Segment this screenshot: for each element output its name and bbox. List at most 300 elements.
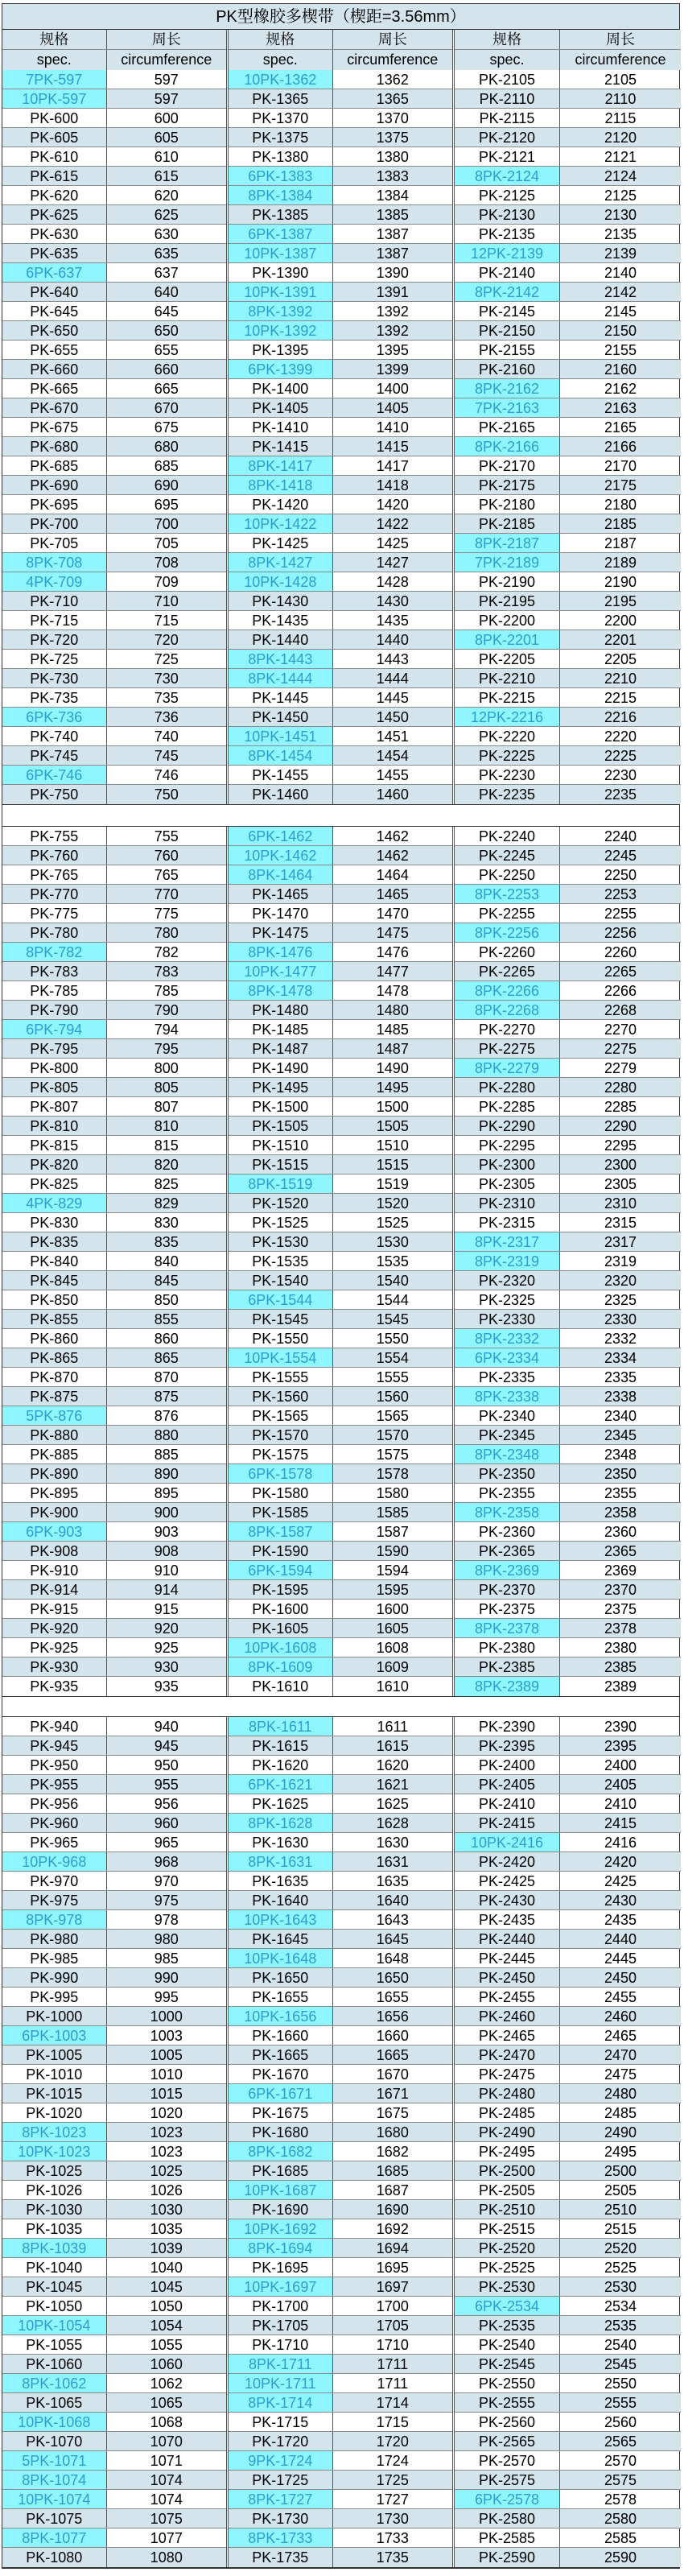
spec-cell: PK-2350	[455, 1464, 560, 1483]
spec-cell: PK-2365	[455, 1542, 560, 1560]
circumference-cell: 2115	[604, 110, 637, 126]
circumference-cell: 2270	[604, 1022, 637, 1038]
table-row	[2, 1891, 226, 1910]
table-row	[2, 1717, 226, 1736]
circumference-cell: 1710	[376, 2337, 409, 2353]
circumference-cell: 1077	[150, 2530, 183, 2546]
table-row	[229, 2548, 452, 2567]
table-row	[229, 650, 452, 669]
table-row	[455, 1232, 681, 1252]
circumference-cell: 1074	[150, 2472, 183, 2488]
table-row	[229, 476, 452, 495]
spec-cell: PK-2215	[455, 688, 560, 707]
circumference-cell: 915	[154, 1601, 179, 1617]
circumference-cell: 2320	[604, 1273, 637, 1289]
circumference-cell: 2340	[604, 1408, 637, 1424]
spec-cell: PK-1026	[2, 2181, 107, 2199]
circumference-cell: 2135	[604, 226, 637, 242]
table-row	[2, 456, 226, 476]
spec-cell: PK-2190	[455, 572, 560, 591]
spec-cell: PK-900	[2, 1503, 107, 1521]
spec-cell: PK-1375	[229, 128, 333, 147]
table-row	[229, 2509, 452, 2529]
spec-cell: PK-1600	[229, 1600, 333, 1618]
table-row	[455, 534, 681, 553]
circumference-cell: 1565	[376, 1408, 409, 1424]
spec-cell: PK-2320	[455, 1271, 560, 1290]
spec-cell: 8PK-2358	[455, 1503, 560, 1521]
spec-cell: PK-685	[2, 456, 107, 475]
spec-cell: 6PK-1387	[229, 225, 333, 243]
spec-cell: PK-1590	[229, 1542, 333, 1560]
circumference-cell: 940	[154, 1719, 179, 1735]
table-row	[455, 865, 681, 885]
spec-cell: PK-975	[2, 1891, 107, 1909]
circumference-cell: 745	[154, 748, 179, 764]
circumference-cell: 800	[154, 1060, 179, 1076]
circumference-cell: 610	[154, 149, 179, 165]
spec-cell: PK-1485	[229, 1020, 333, 1038]
spec-cell: PK-1545	[229, 1310, 333, 1328]
table-row	[2, 2258, 226, 2277]
spec-cell: PK-1695	[229, 2258, 333, 2277]
circumference-cell: 690	[154, 477, 179, 493]
table-row	[455, 1097, 681, 1117]
table-row	[2, 2355, 226, 2374]
spec-cell: PK-895	[2, 1484, 107, 1502]
table-row	[229, 1348, 452, 1368]
spec-cell: PK-1675	[229, 2103, 333, 2122]
spec-cell: PK-2545	[455, 2355, 560, 2373]
table-row	[455, 2026, 681, 2046]
circumference-cell: 1392	[376, 303, 409, 320]
table-row	[229, 1833, 452, 1852]
circumference-cell: 750	[154, 786, 179, 803]
table-column-group	[229, 30, 455, 804]
table-row	[229, 1756, 452, 1775]
spec-cell: PK-1690	[229, 2200, 333, 2219]
table-row	[2, 1814, 226, 1833]
circumference-cell: 2121	[604, 149, 637, 165]
table-row	[2, 1677, 226, 1696]
table-row	[455, 1445, 681, 1464]
spec-cell: PK-2435	[455, 1910, 560, 1929]
table-row	[455, 1329, 681, 1348]
spec-cell: PK-2115	[455, 109, 560, 127]
spec-cell: PK-2560	[455, 2413, 560, 2431]
table-row	[455, 1020, 681, 1039]
table-row	[2, 1464, 226, 1484]
spec-cell: PK-675	[2, 418, 107, 436]
table-row	[229, 1988, 452, 2007]
table-row	[455, 205, 681, 225]
table-row	[455, 553, 681, 572]
table-row	[229, 2432, 452, 2451]
spec-cell: PK-2340	[455, 1406, 560, 1425]
table-row	[229, 437, 452, 456]
header-spec: spec.	[229, 50, 333, 70]
circumference-cell: 1715	[376, 2414, 409, 2430]
circumference-cell: 2160	[604, 361, 637, 378]
spec-cell: 8PK-782	[2, 943, 107, 961]
spec-cell: PK-1425	[229, 534, 333, 552]
circumference-cell: 1005	[150, 2047, 183, 2063]
circumference-cell: 1068	[150, 2414, 183, 2430]
circumference-cell: 1410	[376, 419, 409, 436]
circumference-cell: 2266	[604, 983, 637, 999]
table-row	[455, 904, 681, 923]
circumference-cell: 2120	[604, 130, 637, 146]
circumference-cell: 1560	[376, 1389, 409, 1405]
circumference-cell: 830	[154, 1215, 179, 1231]
table-row	[229, 1039, 452, 1059]
spec-cell: PK-2485	[455, 2103, 560, 2122]
table-row	[2, 1097, 226, 1117]
spec-cell: PK-1640	[229, 1891, 333, 1909]
spec-cell: PK-1487	[229, 1039, 333, 1058]
table-row	[229, 1717, 452, 1736]
circumference-cell: 1590	[376, 1543, 409, 1559]
header-circumference: circumference	[121, 52, 212, 68]
table-row	[455, 1930, 681, 1949]
spec-cell: PK-2500	[455, 2161, 560, 2180]
spec-cell: PK-2240	[455, 827, 560, 845]
spec-cell: PK-955	[2, 1775, 107, 1794]
table-row	[2, 2200, 226, 2219]
table-row	[2, 943, 226, 962]
spec-cell: PK-840	[2, 1252, 107, 1270]
spec-cell: 7PK-597	[2, 70, 107, 89]
table-row	[2, 1059, 226, 1078]
circumference-cell: 825	[154, 1176, 179, 1192]
table-row	[229, 1949, 452, 1968]
spec-cell: PK-2210	[455, 669, 560, 687]
table-column-group	[455, 30, 681, 804]
spec-cell: 8PK-1077	[2, 2529, 107, 2547]
spec-cell: PK-2390	[455, 1717, 560, 1736]
spec-cell: PK-740	[2, 727, 107, 745]
spec-cell: 6PK-1003	[2, 2026, 107, 2045]
spec-cell: PK-2385	[455, 1657, 560, 1676]
spec-cell: PK-1365	[229, 89, 333, 108]
spec-cell: PK-1035	[2, 2219, 107, 2238]
spec-cell: PK-950	[2, 1756, 107, 1774]
spec-cell: PK-1005	[2, 2046, 107, 2064]
table-row	[2, 572, 226, 592]
circumference-cell: 2125	[604, 188, 637, 204]
table-row	[229, 1968, 452, 1988]
spec-cell: PK-1720	[229, 2432, 333, 2450]
circumference-cell: 2201	[604, 632, 637, 648]
circumference-cell: 1621	[376, 1777, 409, 1793]
spec-cell: 8PK-2332	[455, 1329, 560, 1348]
circumference-cell: 1660	[376, 2028, 409, 2044]
table-row	[229, 225, 452, 244]
table-row	[2, 321, 226, 341]
circumference-cell: 2265	[604, 964, 637, 980]
circumference-cell: 1620	[376, 1757, 409, 1773]
table-row	[455, 2123, 681, 2142]
circumference-cell: 1390	[376, 265, 409, 281]
table-block	[2, 1716, 679, 2568]
circumference-cell: 730	[154, 671, 179, 687]
circumference-cell: 2300	[604, 1157, 637, 1173]
circumference-cell: 2520	[604, 2240, 637, 2256]
circumference-cell: 908	[154, 1543, 179, 1559]
circumference-cell: 1631	[376, 1854, 409, 1870]
spec-cell: PK-2325	[455, 1290, 560, 1309]
table-row	[229, 2007, 452, 2026]
table-row	[455, 456, 681, 476]
table-row	[455, 708, 681, 727]
table-row	[2, 846, 226, 865]
table-row	[455, 1194, 681, 1213]
circumference-cell: 2215	[604, 690, 637, 706]
circumference-cell: 1555	[376, 1369, 409, 1385]
spec-cell: PK-920	[2, 1619, 107, 1637]
circumference-cell: 625	[154, 207, 179, 223]
circumference-cell: 914	[154, 1582, 179, 1598]
circumference-cell: 1495	[376, 1080, 409, 1096]
circumference-cell: 2490	[604, 2124, 637, 2140]
circumference-cell: 1645	[376, 1931, 409, 1947]
table-row	[2, 147, 226, 167]
spec-cell: 10PK-1648	[229, 1949, 333, 1967]
table-row	[229, 205, 452, 225]
spec-cell: PK-1505	[229, 1117, 333, 1135]
spec-cell: 10PK-1477	[229, 962, 333, 980]
circumference-cell: 1685	[376, 2163, 409, 2179]
circumference-cell: 880	[154, 1427, 179, 1443]
circumference-cell: 2142	[604, 284, 637, 300]
spec-cell: PK-1655	[229, 1988, 333, 2006]
spec-cell: PK-1685	[229, 2161, 333, 2180]
circumference-cell: 2175	[604, 477, 637, 493]
table-row	[229, 263, 452, 283]
spec-cell: 6PK-1578	[229, 1464, 333, 1483]
table-row	[229, 1891, 452, 1910]
table-row	[2, 1445, 226, 1464]
spec-cell: 10PK-1462	[229, 846, 333, 865]
table-row	[229, 1814, 452, 1833]
circumference-cell: 1418	[376, 477, 409, 493]
spec-cell: 8PK-1454	[229, 746, 333, 765]
table-row	[455, 437, 681, 456]
table-row	[455, 476, 681, 495]
table-row	[2, 2277, 226, 2297]
circumference-cell: 1609	[376, 1659, 409, 1675]
table-row	[229, 1310, 452, 1329]
spec-cell: PK-2475	[455, 2065, 560, 2083]
circumference-cell: 660	[154, 361, 179, 378]
circumference-cell: 1476	[376, 944, 409, 960]
table-row	[455, 2413, 681, 2432]
circumference-cell: 1610	[376, 1678, 409, 1695]
spec-cell: PK-620	[2, 186, 107, 204]
circumference-cell: 1080	[150, 2549, 183, 2566]
table-row	[229, 1600, 452, 1619]
spec-cell: PK-965	[2, 1833, 107, 1852]
table-row	[229, 1271, 452, 1290]
spec-cell: PK-2160	[455, 360, 560, 378]
spec-cell: 6PK-2334	[455, 1348, 560, 1367]
circumference-cell: 1380	[376, 149, 409, 165]
table-row	[2, 2007, 226, 2026]
spec-cell: 8PK-1628	[229, 1814, 333, 1832]
table-row	[229, 2200, 452, 2219]
table-row	[455, 2258, 681, 2277]
table-row	[229, 1736, 452, 1756]
spec-cell: 8PK-1418	[229, 476, 333, 494]
spec-cell: PK-785	[2, 981, 107, 1000]
spec-cell: 8PK-1023	[2, 2123, 107, 2141]
circumference-cell: 2455	[604, 1989, 637, 2005]
table-row	[2, 611, 226, 630]
table-row	[229, 865, 452, 885]
circumference-cell: 1510	[376, 1137, 409, 1154]
spec-cell: PK-1380	[229, 147, 333, 166]
header-spec: 规格	[229, 30, 333, 49]
table-row	[455, 2393, 681, 2413]
table-row	[2, 630, 226, 650]
spec-cell: PK-2580	[455, 2509, 560, 2528]
table-row	[455, 2103, 681, 2123]
circumference-cell: 1519	[376, 1176, 409, 1192]
circumference-cell: 2190	[604, 574, 637, 590]
table-row	[455, 827, 681, 846]
circumference-cell: 1694	[376, 2240, 409, 2256]
spec-cell: PK-935	[2, 1677, 107, 1696]
spec-cell: PK-1405	[229, 398, 333, 417]
circumference-cell: 2389	[604, 1678, 637, 1695]
circumference-cell: 2319	[604, 1253, 637, 1269]
circumference-cell: 1570	[376, 1427, 409, 1443]
spec-cell: PK-1430	[229, 592, 333, 610]
spec-cell: PK-1460	[229, 785, 333, 804]
spec-cell: PK-650	[2, 321, 107, 340]
circumference-cell: 2325	[604, 1292, 637, 1308]
spec-cell: 7PK-2163	[455, 398, 560, 417]
table-row	[2, 669, 226, 688]
circumference-cell: 597	[154, 72, 179, 88]
table-row	[229, 1445, 452, 1464]
circumference-cell: 1455	[376, 767, 409, 783]
spec-cell: PK-815	[2, 1136, 107, 1154]
spec-cell: PK-2280	[455, 1078, 560, 1096]
table-row	[2, 1271, 226, 1290]
spec-cell: PK-750	[2, 785, 107, 804]
table-row	[2, 1213, 226, 1232]
spec-cell: PK-2335	[455, 1368, 560, 1386]
table-row	[229, 688, 452, 708]
table-row	[2, 302, 226, 321]
circumference-cell: 1648	[376, 1951, 409, 1967]
spec-cell: PK-825	[2, 1174, 107, 1193]
spec-cell: PK-1030	[2, 2200, 107, 2219]
circumference-cell: 720	[154, 632, 179, 648]
table-row	[455, 1503, 681, 1522]
spec-cell: 12PK-2139	[455, 244, 560, 262]
spec-cell: PK-635	[2, 244, 107, 262]
table-row	[455, 1368, 681, 1387]
table-row	[455, 1736, 681, 1756]
spec-cell: PK-630	[2, 225, 107, 243]
circumference-cell: 2440	[604, 1931, 637, 1947]
circumference-cell: 1050	[150, 2298, 183, 2314]
circumference-cell: 865	[154, 1350, 179, 1366]
spec-cell: 8PK-1711	[229, 2355, 333, 2373]
circumference-cell: 675	[154, 419, 179, 436]
spec-cell: PK-807	[2, 1097, 107, 1116]
circumference-cell: 2253	[604, 886, 637, 902]
table-row	[455, 1542, 681, 1561]
table-row	[229, 1542, 452, 1561]
table-block	[2, 30, 679, 805]
table-row	[2, 865, 226, 885]
circumference-cell: 2534	[604, 2298, 637, 2314]
column-header	[455, 30, 681, 70]
circumference-cell: 1615	[376, 1738, 409, 1754]
spec-cell: 8PK-2187	[455, 534, 560, 552]
table-row	[455, 1271, 681, 1290]
circumference-cell: 735	[154, 690, 179, 706]
spec-cell: PK-1010	[2, 2065, 107, 2083]
spec-cell: PK-2415	[455, 1814, 560, 1832]
circumference-cell: 2565	[604, 2434, 637, 2450]
table-row	[455, 2239, 681, 2258]
circumference-cell: 1630	[376, 1835, 409, 1851]
circumference-cell: 736	[154, 709, 179, 725]
spec-cell: PK-890	[2, 1464, 107, 1483]
table-row	[229, 669, 452, 688]
header-row	[229, 30, 452, 50]
table-row	[455, 885, 681, 904]
table-row	[2, 360, 226, 379]
spec-cell: PK-2590	[455, 2548, 560, 2567]
circumference-cell: 1733	[376, 2530, 409, 2546]
table-column-group	[2, 1717, 229, 2567]
circumference-cell: 1478	[376, 983, 409, 999]
spec-cell: PK-2520	[455, 2239, 560, 2257]
circumference-cell: 645	[154, 303, 179, 320]
circumference-cell: 1395	[376, 342, 409, 358]
spec-cell: PK-2205	[455, 650, 560, 668]
table-row	[455, 2219, 681, 2239]
table-row	[455, 1561, 681, 1580]
circumference-cell: 850	[154, 1292, 179, 1308]
table-row	[2, 1387, 226, 1406]
table-row	[229, 456, 452, 476]
table-row	[229, 341, 452, 360]
table-row	[2, 1580, 226, 1600]
table-row	[2, 263, 226, 283]
spec-cell: PK-925	[2, 1638, 107, 1657]
table-row	[229, 2239, 452, 2258]
circumference-cell: 665	[154, 381, 179, 397]
spec-cell: PK-2400	[455, 1756, 560, 1774]
circumference-cell: 1444	[376, 671, 409, 687]
table-row	[229, 2529, 452, 2548]
circumference-cell: 1550	[376, 1331, 409, 1347]
spec-cell: PK-980	[2, 1930, 107, 1948]
table-row	[455, 1117, 681, 1136]
spec-cell: 6PK-1544	[229, 1290, 333, 1309]
spec-cell: PK-930	[2, 1657, 107, 1676]
table-row	[455, 688, 681, 708]
table-row	[229, 1561, 452, 1580]
circumference-cell: 2525	[604, 2260, 637, 2276]
circumference-cell: 1525	[376, 1215, 409, 1231]
